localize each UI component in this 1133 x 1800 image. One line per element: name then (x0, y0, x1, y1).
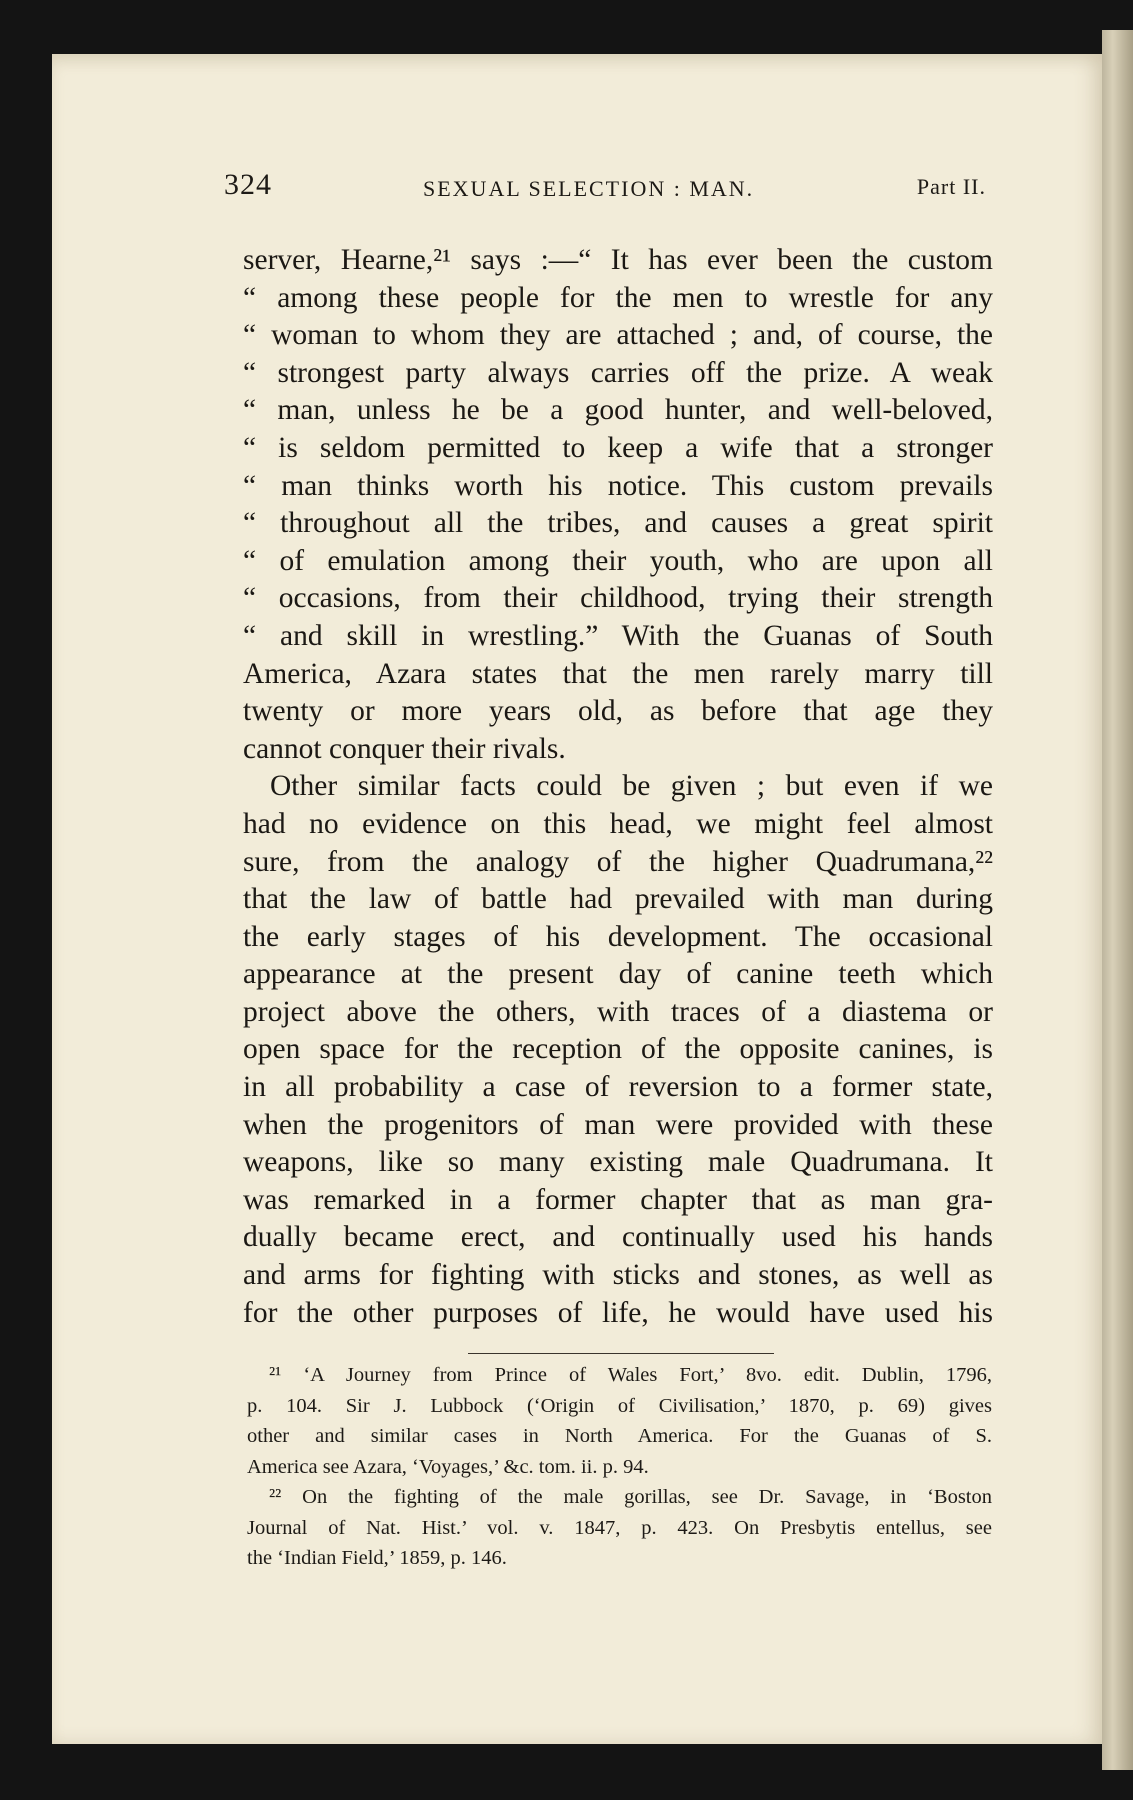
text-line: “ occasions, from their childhood, trying their strength (243, 582, 993, 615)
footnote-line: Journal of Nat. Hist.’ vol. v. 1847, p. 423. On Presbytis entellus, see (247, 1516, 992, 1539)
text-line: was remarked in a former chapter that as man gra- (243, 1183, 993, 1216)
page-number: 324 (224, 168, 272, 201)
text-line: appearance at the present day of canine teeth which (243, 958, 993, 991)
text-line: America, Azara states that the men rarely marry till (243, 657, 993, 690)
footnote-line: p. 104. Sir J. Lubbock (‘Origin of Civilisation,’ 1870, p. 69) gives (247, 1394, 992, 1417)
footnote-line: ²² On the fighting of the male gorillas, see Dr. Savage, in ‘Boston (269, 1486, 992, 1508)
text-line: “ among these people for the men to wrestle for any (243, 281, 993, 314)
running-title: SEXUAL SELECTION : MAN. (423, 176, 755, 201)
text-line: dually became erect, and continually used his hands (243, 1221, 993, 1254)
text-line: weapons, like so many existing male Quadrumana. It (243, 1146, 993, 1179)
text-line: project above the others, with traces of a diastema or (243, 995, 993, 1028)
text-line: and arms for fighting with sticks and stones, as well as (243, 1259, 993, 1292)
text-line: “ strongest party always carries off the prize. A weak (243, 356, 993, 389)
text-line: “ man thinks worth his notice. This custom prevails (243, 469, 993, 502)
paragraph-start-line: Other similar facts could be given ; but even if we (270, 770, 993, 803)
footnote-line: the ‘Indian Field,’ 1859, p. 146. (247, 1547, 507, 1569)
text-line: “ man, unless he be a good hunter, and well-beloved, (243, 394, 993, 427)
text-line: sure, from the analogy of the higher Quadrumana,²² (243, 845, 993, 878)
main-text (243, 242, 993, 1332)
text-line: in all probability a case of reversion to a former state, (243, 1071, 993, 1104)
footnote-line: America see Azara, ‘Voyages,’ &c. tom. ii. p. 94. (247, 1455, 649, 1478)
footnote-divider (468, 1353, 774, 1354)
text-line: “ throughout all the tribes, and causes a great spirit (243, 507, 993, 540)
footnote-line: ²¹ ‘A Journey from Prince of Wales Fort,’ 8vo. edit. Dublin, 1796, (269, 1364, 992, 1386)
text-line: that the law of battle had prevailed with man during (243, 883, 993, 916)
text-line: “ is seldom permitted to keep a wife that a stronger (243, 431, 993, 464)
text-line: for the other purposes of life, he would have used his (243, 1296, 993, 1329)
text-line: open space for the reception of the opposite canines, is (243, 1033, 993, 1066)
footnote-line: other and similar cases in North America. For the Guanas of S. (247, 1425, 992, 1447)
text-line: the early stages of his development. The occasional (243, 920, 993, 953)
text-line: when the progenitors of man were provided with these (243, 1108, 993, 1141)
page-header (224, 168, 994, 208)
part-label: Part II. (916, 174, 986, 199)
text-line: “ and skill in wrestling.” With the Guanas of South (243, 619, 993, 652)
text-line: twenty or more years old, as before that age they (243, 695, 993, 728)
text-line: server, Hearne,²¹ says :—“ It has ever been the custom (243, 244, 993, 276)
adjacent-page-edge (1102, 30, 1133, 1770)
text-line: “ of emulation among their youth, who are upon all (243, 544, 993, 577)
text-line: cannot conquer their rivals. (243, 732, 566, 765)
footnotes (247, 1360, 992, 1574)
text-line: had no evidence on this head, we might feel almost (243, 807, 993, 840)
text-line: “ woman to whom they are attached ; and, of course, the (243, 319, 993, 352)
